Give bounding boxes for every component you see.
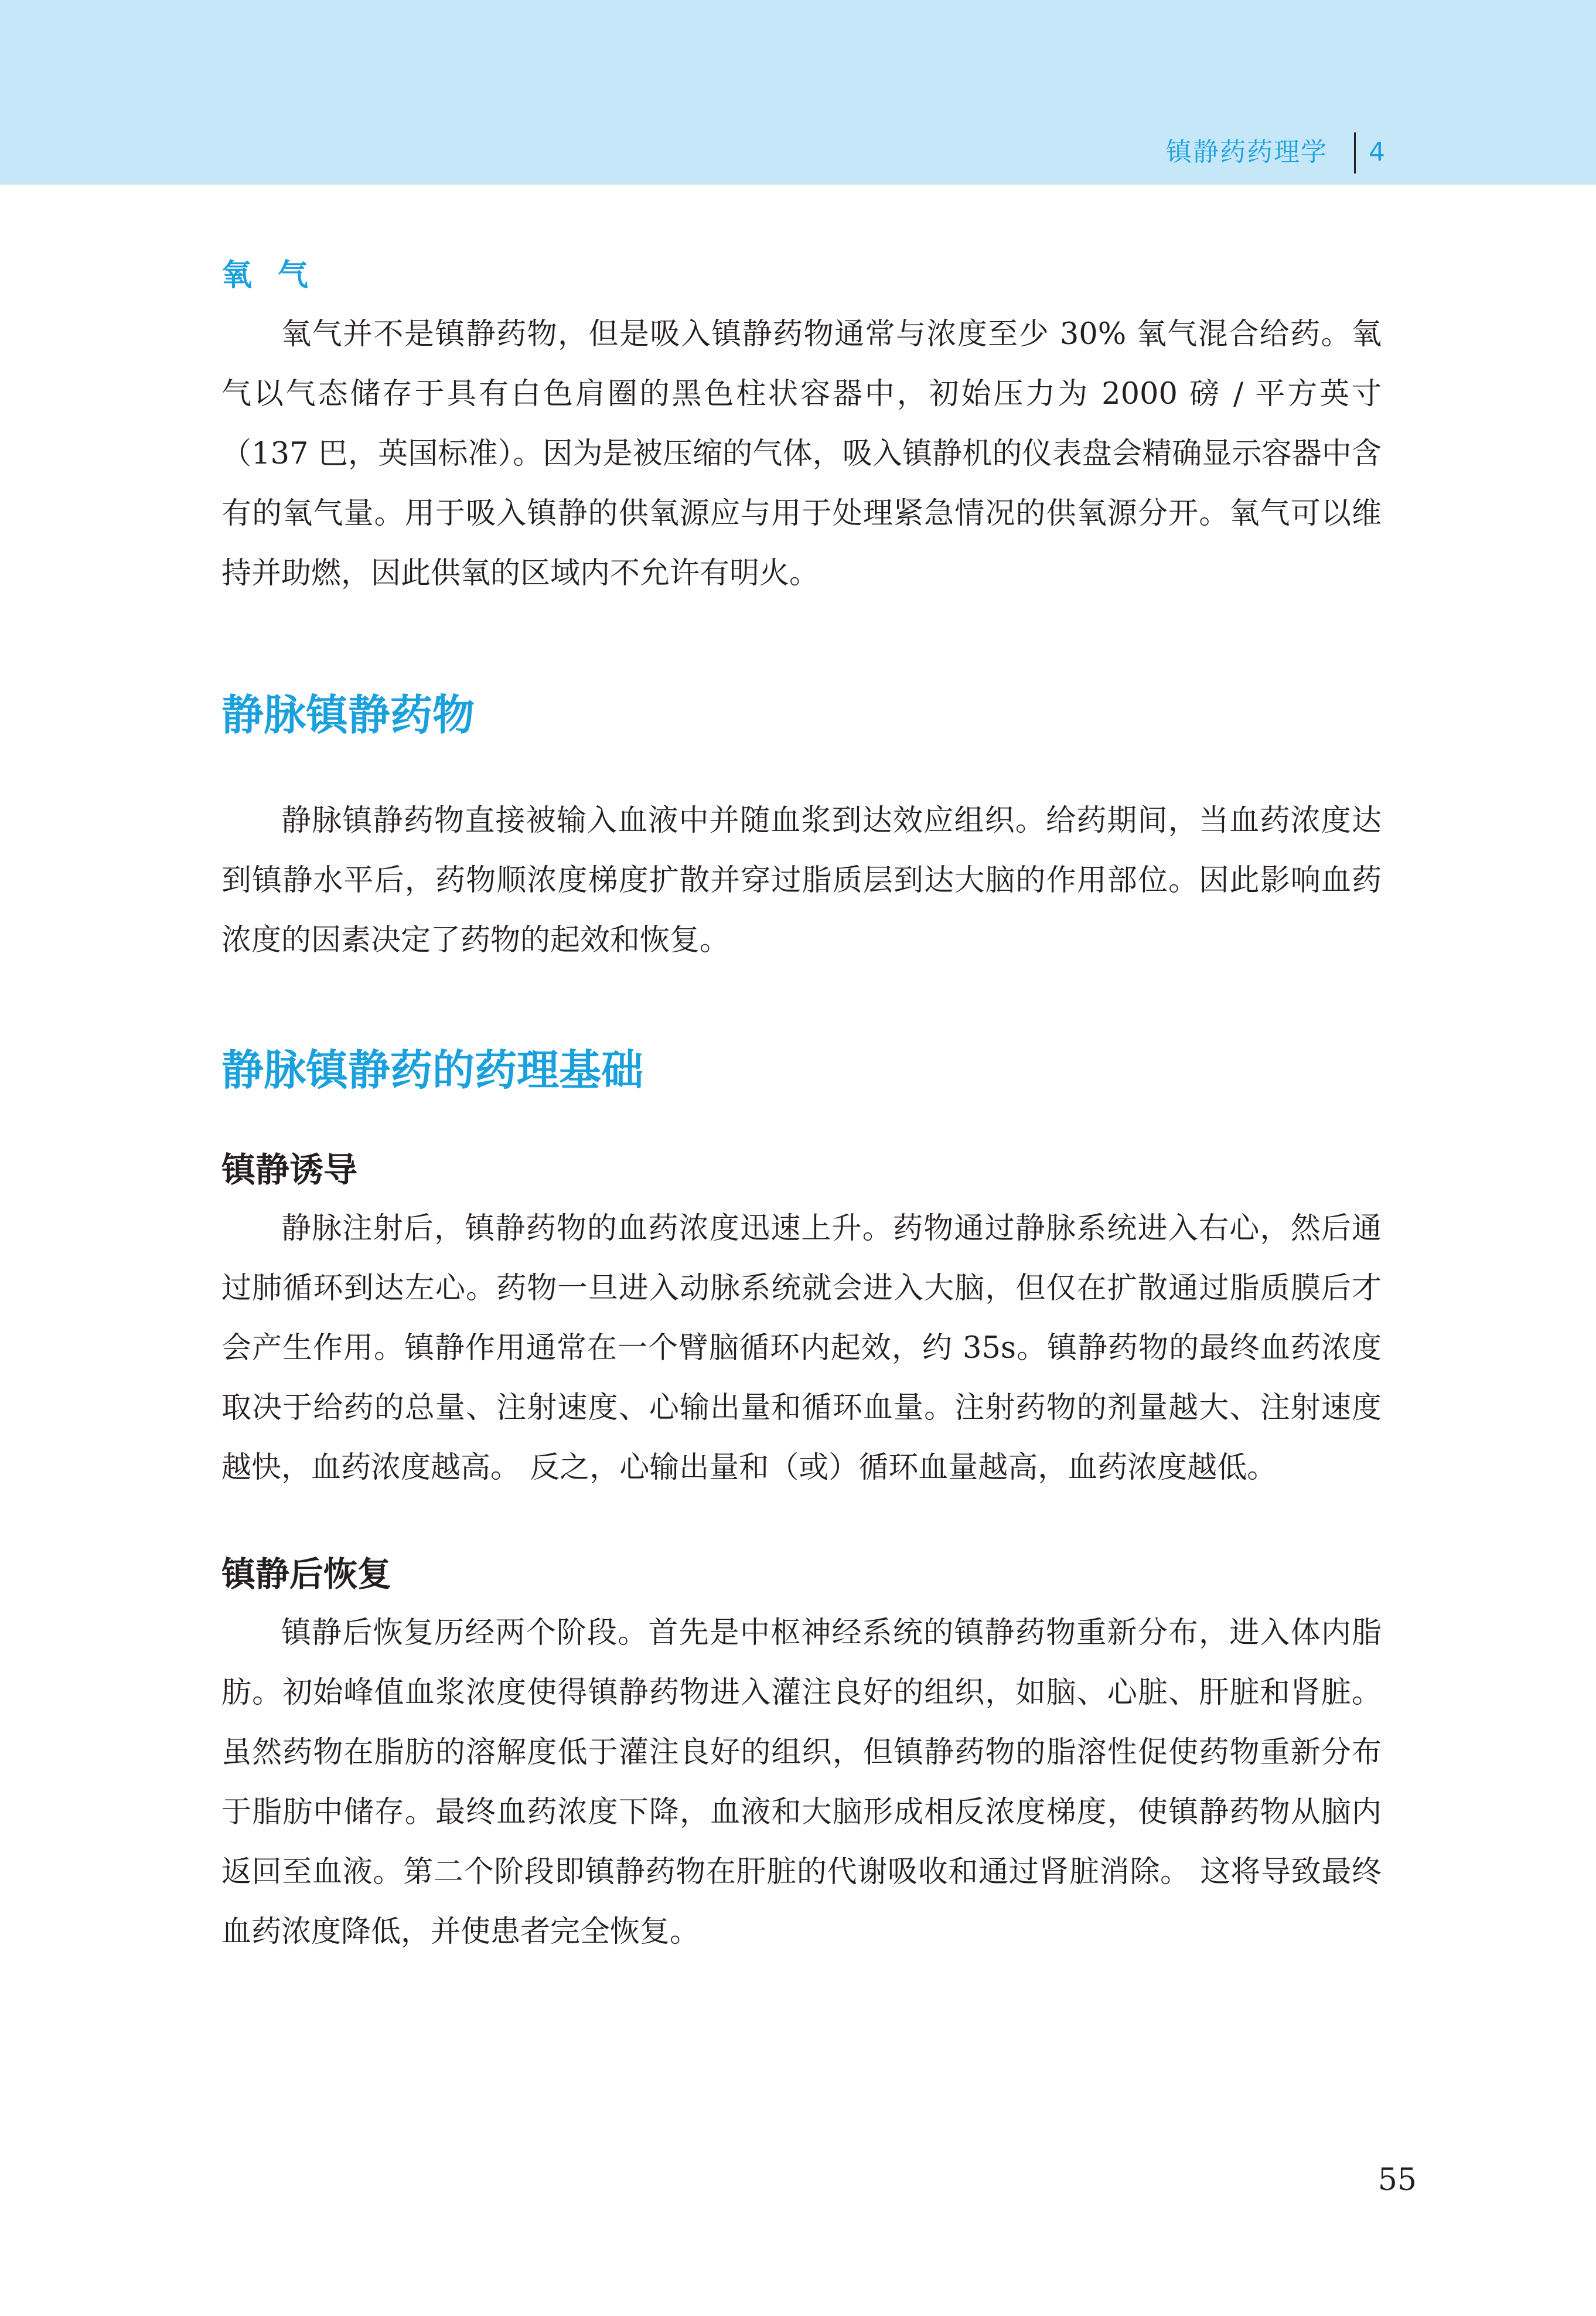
page-number: 55	[1377, 2162, 1417, 2198]
oxygen-paragraph: 氧气并不是镇静药物，但是吸入镇静药物通常与浓度至少 30% 氧气混合给药。氧气以气态储存于具有白色肩圈的黑色柱状容器中，初始压力为 2000 磅 / 平方英寸（137 巴，英国标准）。因为是被压缩的气体，吸入镇静机的仪表盘会精确显示容器中含有的氧气量。用于吸入镇静的供氧源应与用于处理紧急情况的供氧源分开。氧气可以维持并助燃，因此供氧的区域内不允许有明火。	[221, 317, 1382, 591]
running-head-divider	[1354, 132, 1356, 173]
running-head	[0, 129, 1596, 176]
chapter-number: 4	[1369, 137, 1385, 167]
page-content	[221, 246, 1382, 1962]
induction-paragraph: 静脉注射后，镇静药物的血药浓度迅速上升。药物通过静脉系统进入右心，然后通过肺循环到达左心。药物一旦进入动脉系统就会进入大脑，但仅在扩散通过脂质膜后才会产生作用。镇静作用通常在一个臂脑循环内起效，约 35s。镇静药物的最终血药浓度取决于给药的总量、注射速度、心输出量和循环血量。注射药物的剂量越大、注射速度越快，血药浓度越高。 反之，心输出量和（或）循环血量越高，血药浓度越低。	[221, 1211, 1382, 1485]
recovery-heading: 镇静后恢复	[221, 1554, 392, 1594]
oxygen-heading: 氧气	[221, 258, 335, 293]
running-title: 镇静药药理学	[1166, 137, 1328, 167]
iv-sedatives-title: 静脉镇静药物	[221, 690, 475, 740]
recovery-paragraph: 镇静后恢复历经两个阶段。首先是中枢神经系统的镇静药物重新分布，进入体内脂肪。初始峰值血浆浓度使得镇静药物进入灌注良好的组织，如脑、心脏、肝脏和肾脏。虽然药物在脂肪的溶解度低于灌注良好的组织，但镇静药物的脂溶性促使药物重新分布于脂肪中储存。最终血药浓度下降，血液和大脑形成相反浓度梯度，使镇静药物从脑内返回至血液。第二个阶段即镇静药物在肝脏的代谢吸收和通过肾脏消除。 这将导致最终血药浓度降低，并使患者完全恢复。	[221, 1616, 1382, 1949]
iv-pharmacology-title: 静脉镇静药的药理基础	[221, 1045, 644, 1095]
iv-sedatives-paragraph: 静脉镇静药物直接被输入血液中并随血浆到达效应组织。给药期间，当血药浓度达到镇静水平后，药物顺浓度梯度扩散并穿过脂质层到达大脑的作用部位。因此影响血药浓度的因素决定了药物的起效和恢复。	[221, 803, 1382, 958]
induction-heading: 镇静诱导	[221, 1150, 358, 1190]
